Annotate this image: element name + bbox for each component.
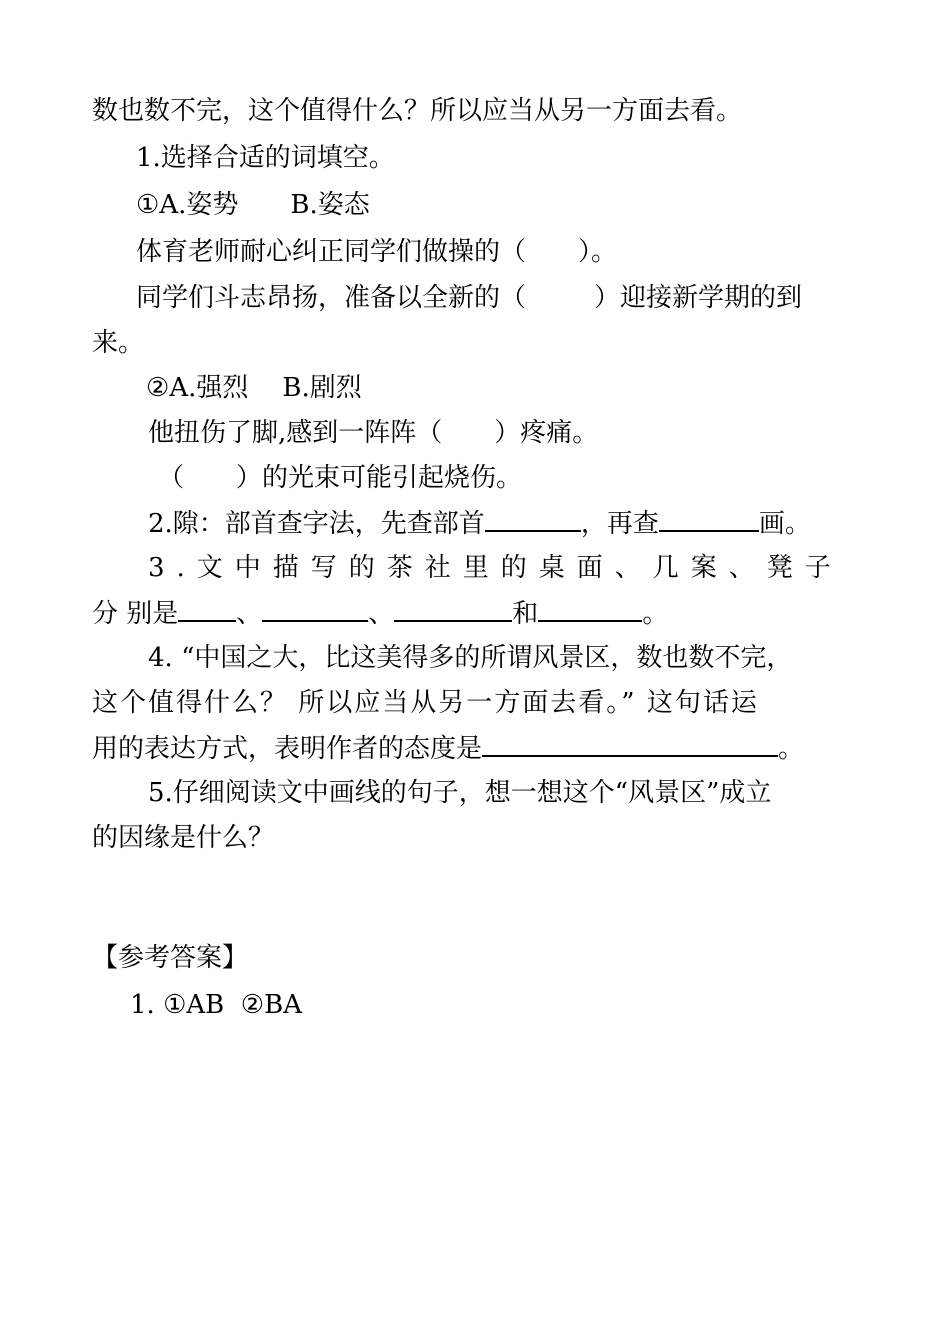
question-1-sentence-2-cont: 来。 <box>92 328 145 358</box>
answers-heading: 【参考答案】 <box>92 943 249 973</box>
option-b: B.姿态 <box>290 190 370 220</box>
answer-1: 1. ①AB ②BA <box>130 990 302 1020</box>
question-2: 2.隙：部首查字法，先查部首 ，再查 画。 <box>148 506 811 541</box>
part-2-marker: ② <box>146 373 170 403</box>
blank-strokes[interactable] <box>659 506 759 532</box>
blank-attitude[interactable] <box>482 731 778 757</box>
question-5-line-1: 5.仔细阅读文中画线的句子，想一想这个“风景区”成立 <box>148 778 772 808</box>
question-3-line-1: 3.文中描写的茶社里的桌面、几案、凳子 <box>148 553 843 583</box>
blank-2[interactable] <box>262 596 368 622</box>
question-3-line-2: 分 别是 、 、 和 。 <box>92 596 668 631</box>
blank-4[interactable] <box>538 596 642 622</box>
option-b: B.剧烈 <box>282 373 362 403</box>
question-4-line-1: 4. “中国之大，比这美得多的所谓风景区，数也数不完， <box>148 643 793 673</box>
question-1-part-1-options <box>136 188 370 222</box>
question-1-part-2-options <box>146 371 362 405</box>
question-1-prompt: 1.选择合适的词填空。 <box>136 143 395 173</box>
question-1-sentence-1: 体育老师耐心纠正同学们做操的（ ）。 <box>136 237 618 267</box>
part-1-marker: ① <box>136 190 160 220</box>
question-5-line-2: 的因缘是什么？ <box>92 823 275 853</box>
option-a: A.强烈 <box>169 373 249 403</box>
option-a: A.姿势 <box>159 190 239 220</box>
blank-3[interactable] <box>394 596 512 622</box>
question-4-line-3: 用的表达方式，表明作者的态度是 。 <box>92 731 804 766</box>
question-1-sentence-2: 同学们斗志昂扬，准备以全新的（ ）迎接新学期的到 <box>136 283 803 313</box>
question-1-sentence-3: 他扭伤了脚,感到一阵阵（ ）疼痛。 <box>148 418 599 448</box>
blank-1[interactable] <box>178 596 236 622</box>
blank-radical[interactable] <box>485 506 581 532</box>
question-1-sentence-4: （ ）的光束可能引起烧伤。 <box>158 463 523 493</box>
question-4-line-2: 这个值得什么？ 所以应当从另一方面去看。” 这句话运 <box>92 688 759 718</box>
intro-line: 数也数不完，这个值得什么？所以应当从另一方面去看。 <box>92 96 743 126</box>
